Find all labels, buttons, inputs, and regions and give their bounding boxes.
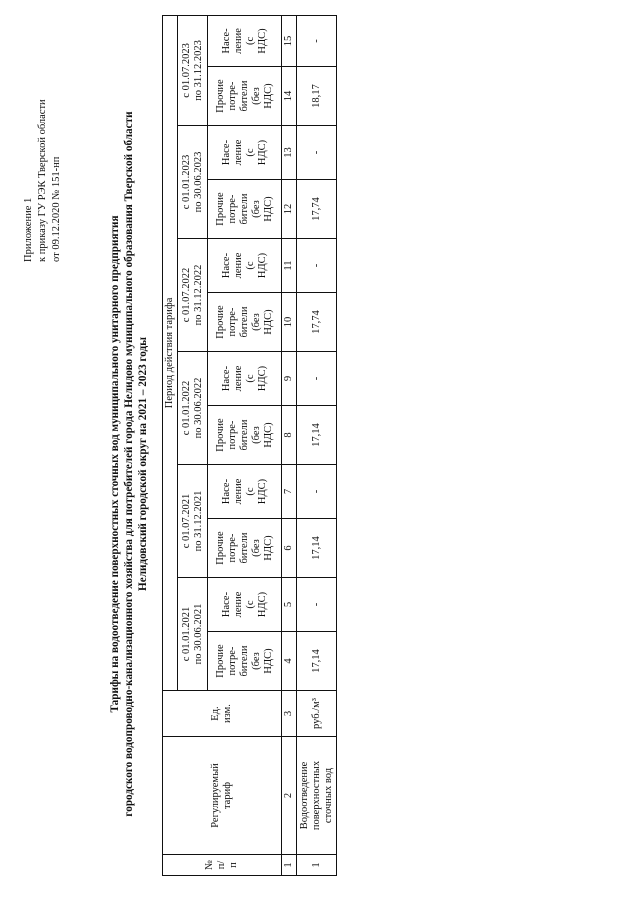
- row-value: -: [297, 465, 337, 519]
- column-number: 15: [282, 15, 297, 66]
- subheader-population: Насе- ление (с НДС): [208, 239, 282, 293]
- row-value: -: [297, 15, 337, 66]
- appendix-note: [22, 12, 64, 262]
- column-number-row: [282, 15, 297, 875]
- column-number: 2: [282, 737, 297, 855]
- header-num: № п/ п: [163, 855, 282, 876]
- row-unit: руб./м³: [297, 691, 337, 737]
- row-value: -: [297, 352, 337, 406]
- subheader-other: Прочие потре- бители (без НДС): [208, 519, 282, 578]
- row-value: 17,74: [297, 293, 337, 352]
- subheader-population: Насе- ление (с НДС): [208, 465, 282, 519]
- table-row: [297, 15, 337, 875]
- period-cell: с 01.07.2022 по 31.12.2022: [178, 239, 208, 352]
- row-value: 18,17: [297, 67, 337, 126]
- subheader-population: Насе- ление (с НДС): [208, 578, 282, 632]
- row-tariff: Водоотведение поверхностных сточных вод: [297, 737, 337, 855]
- row-value: -: [297, 239, 337, 293]
- row-num: 1: [297, 855, 337, 876]
- column-number: 6: [282, 519, 297, 578]
- tariff-table: [162, 15, 337, 876]
- column-number: 1: [282, 855, 297, 876]
- column-number: 3: [282, 691, 297, 737]
- period-cell: с 01.07.2023 по 31.12.2023: [178, 15, 208, 125]
- title-line: городского водопроводно-канализационного хозяйства для потребителей города Нелидово муниципального образования Тверской области: [123, 111, 135, 817]
- appendix-line: от 09.12.2020 № 151-нп: [51, 156, 62, 262]
- subheader-other: Прочие потре- бители (без НДС): [208, 180, 282, 239]
- column-number: 4: [282, 632, 297, 691]
- row-value: 17,74: [297, 180, 337, 239]
- column-number: 5: [282, 578, 297, 632]
- subheader-other: Прочие потре- бители (без НДС): [208, 67, 282, 126]
- title-line: Тарифы на водоотведение поверхностных сточных вод муниципального унитарного предприятия: [109, 215, 121, 713]
- column-number: 12: [282, 180, 297, 239]
- column-number: 10: [282, 293, 297, 352]
- subheader-population: Насе- ление (с НДС): [208, 352, 282, 406]
- period-cell: с 01.07.2021 по 31.12.2021: [178, 465, 208, 578]
- document-title: [108, 64, 150, 864]
- row-value: -: [297, 578, 337, 632]
- column-number: 11: [282, 239, 297, 293]
- header-tariff: Регулируемый тариф: [163, 737, 282, 855]
- column-number: 13: [282, 126, 297, 180]
- period-cell: с 01.01.2021 по 30.06.2021: [178, 578, 208, 691]
- header-period: Период действия тарифа: [163, 15, 178, 690]
- column-number: 9: [282, 352, 297, 406]
- period-cell: с 01.01.2022 по 30.06.2022: [178, 352, 208, 465]
- row-value: 17,14: [297, 406, 337, 465]
- header-unit: Ед. изм.: [163, 691, 282, 737]
- subheader-population: Насе- ление (с НДС): [208, 15, 282, 66]
- row-value: -: [297, 126, 337, 180]
- column-number: 7: [282, 465, 297, 519]
- column-number: 14: [282, 67, 297, 126]
- appendix-line: Приложение 1: [23, 197, 34, 262]
- column-number: 8: [282, 406, 297, 465]
- title-line: Нелидовский городской округ на 2021 – 2023 годы: [137, 337, 149, 591]
- subheader-other: Прочие потре- бители (без НДС): [208, 632, 282, 691]
- row-value: 17,14: [297, 519, 337, 578]
- subheader-population: Насе- ление (с НДС): [208, 126, 282, 180]
- period-cell: с 01.01.2023 по 30.06.2023: [178, 126, 208, 239]
- header-row: [163, 15, 178, 875]
- appendix-line: к приказу ГУ РЭК Тверской области: [37, 99, 48, 262]
- subheader-other: Прочие потре- бители (без НДС): [208, 406, 282, 465]
- subheader-other: Прочие потре- бители (без НДС): [208, 293, 282, 352]
- row-value: 17,14: [297, 632, 337, 691]
